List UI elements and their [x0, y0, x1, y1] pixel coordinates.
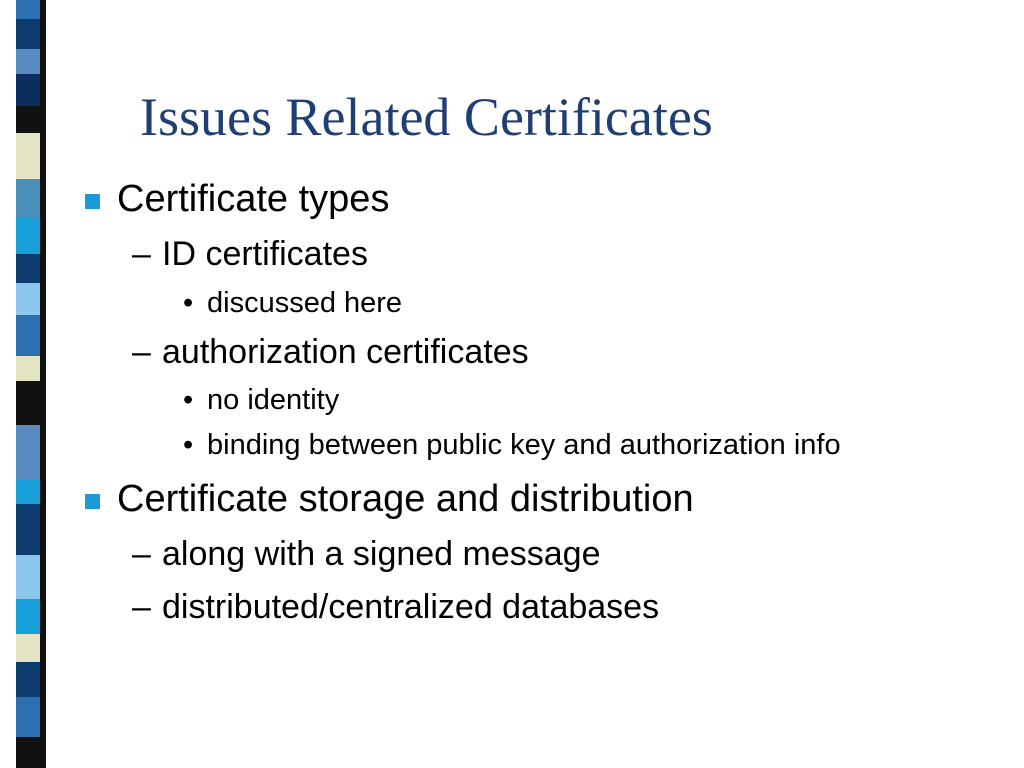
sub-bullet-item: authorization certificates: [162, 333, 529, 371]
dot-bullet-icon: •: [183, 384, 194, 416]
bullet-item: Certificate storage and distribution: [117, 478, 694, 520]
square-bullet-icon: [85, 494, 100, 509]
dash-bullet-icon: –: [132, 535, 151, 573]
sub-bullet-item: distributed/centralized databases: [162, 588, 660, 626]
sub-bullet-item: ID certificates: [162, 235, 368, 273]
sub-sub-bullet-item: discussed here: [207, 287, 403, 319]
slide-title: Issues Related Certificates: [140, 87, 713, 147]
sub-sub-bullet-item: no identity: [207, 384, 340, 416]
dot-bullet-icon: •: [183, 287, 194, 319]
dash-bullet-icon: –: [132, 235, 151, 273]
dot-bullet-icon: •: [183, 429, 194, 461]
square-bullet-icon: [85, 194, 100, 209]
sub-bullet-item: along with a signed message: [162, 535, 601, 573]
dash-bullet-icon: –: [132, 588, 151, 626]
sub-sub-bullet-item: binding between public key and authorization info: [207, 429, 841, 461]
dash-bullet-icon: –: [132, 333, 151, 371]
bullet-item: Certificate types: [117, 178, 390, 220]
